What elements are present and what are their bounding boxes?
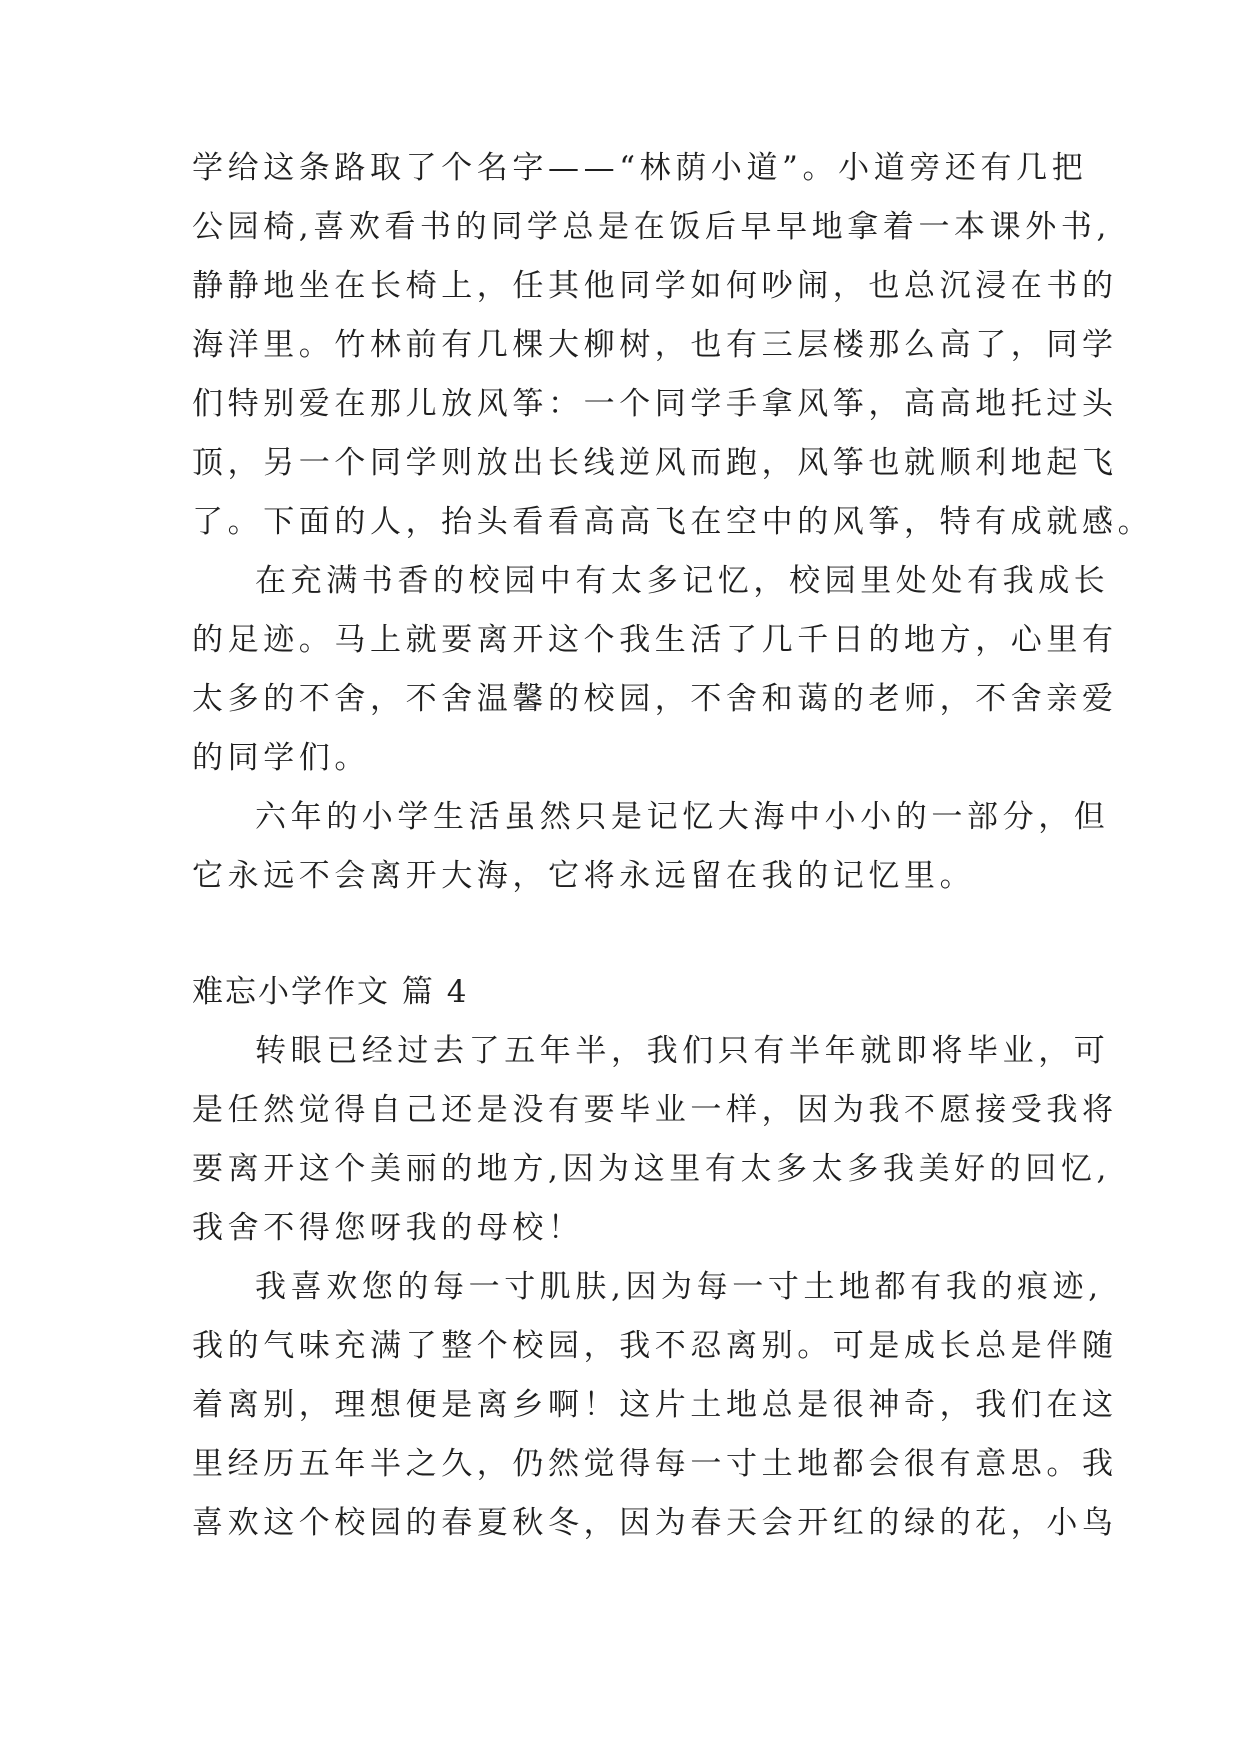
paragraph-line: 在充满书香的校园中有太多记忆，校园里处处有我成长 bbox=[255, 563, 1110, 599]
paragraph-line: 公园椅,喜欢看书的同学总是在饭后早早地拿着一本课外书, bbox=[192, 209, 1111, 245]
paragraph-line: 我的气味充满了整个校园，我不忍离别。可是成长总是伴随 bbox=[192, 1328, 1118, 1364]
paragraph-line: 学给这条路取了个名字——“林荫小道”。小道旁还有几把 bbox=[192, 150, 1088, 186]
paragraph-line: 们特别爱在那儿放风筝：一个同学手拿风筝，高高地托过头 bbox=[192, 386, 1118, 422]
paragraph-line: 顶，另一个同学则放出长线逆风而跑，风筝也就顺利地起飞 bbox=[192, 445, 1118, 481]
paragraph-line: 着离别，理想便是离乡啊！这片土地总是很神奇，我们在这 bbox=[192, 1387, 1118, 1423]
paragraph-line: 了。下面的人，抬头看看高高飞在空中的风筝，特有成就感。 bbox=[192, 504, 1154, 540]
paragraph-line: 要离开这个美丽的地方,因为这里有太多太多我美好的回忆, bbox=[192, 1151, 1111, 1187]
paragraph-line: 六年的小学生活虽然只是记忆大海中小小的一部分，但 bbox=[255, 799, 1110, 835]
paragraph-line: 我喜欢您的每一寸肌肤,因为每一寸土地都有我的痕迹, bbox=[255, 1269, 1103, 1305]
paragraph-line: 里经历五年半之久，仍然觉得每一寸土地都会很有意思。我 bbox=[192, 1446, 1118, 1482]
paragraph-line: 太多的不舍，不舍温馨的校园，不舍和蔼的老师，不舍亲爱 bbox=[192, 681, 1118, 717]
paragraph-line: 转眼已经过去了五年半，我们只有半年就即将毕业，可 bbox=[255, 1033, 1110, 1069]
paragraph-line: 的足迹。马上就要离开这个我生活了几千日的地方，心里有 bbox=[192, 622, 1118, 658]
paragraph-line: 我舍不得您呀我的母校！ bbox=[192, 1210, 584, 1246]
paragraph-line: 静静地坐在长椅上，任其他同学如何吵闹，也总沉浸在书的 bbox=[192, 268, 1118, 304]
section-heading: 难忘小学作文 篇 4 bbox=[192, 974, 469, 1010]
paragraph-line: 海洋里。竹林前有几棵大柳树，也有三层楼那么高了，同学 bbox=[192, 327, 1118, 363]
paragraph-line: 的同学们。 bbox=[192, 740, 370, 776]
paragraph-line: 它永远不会离开大海，它将永远留在我的记忆里。 bbox=[192, 858, 976, 894]
paragraph-line: 是任然觉得自己还是没有要毕业一样，因为我不愿接受我将 bbox=[192, 1092, 1118, 1128]
paragraph-line: 喜欢这个校园的春夏秋冬，因为春天会开红的绿的花，小鸟 bbox=[192, 1505, 1118, 1541]
